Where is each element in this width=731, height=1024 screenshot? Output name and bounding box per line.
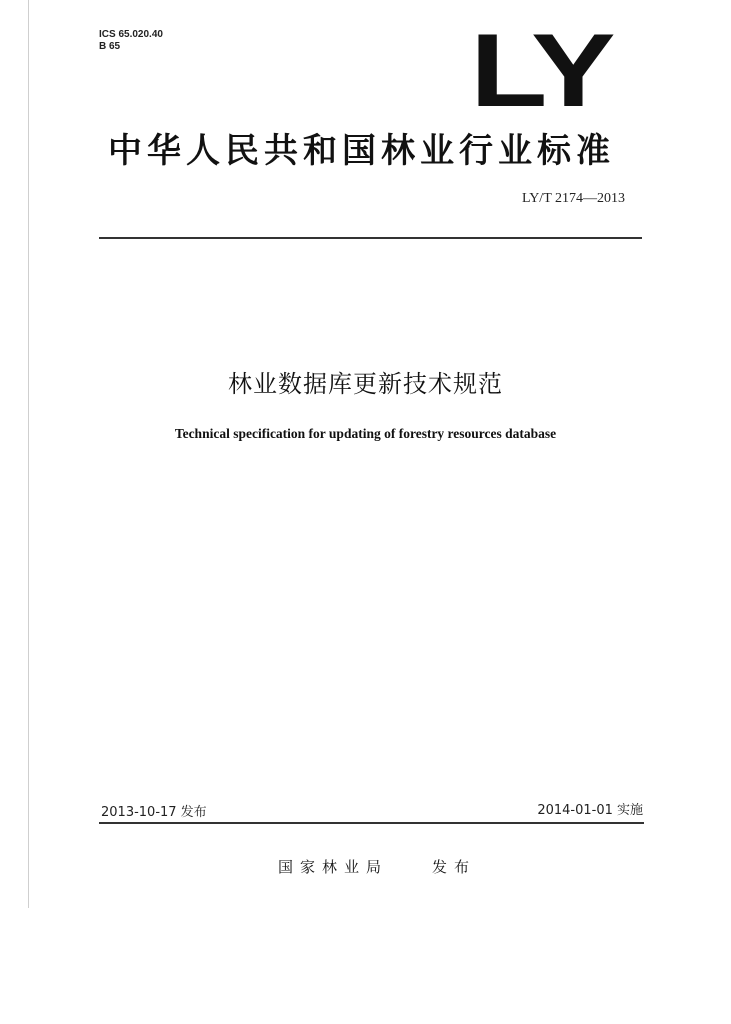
classification-codes xyxy=(99,29,163,53)
page-edge-shadow xyxy=(28,0,29,908)
standard-number: LY/T 2174—2013 xyxy=(522,191,625,206)
standard-category-title: 中华人民共和国林业行业标准 xyxy=(108,131,615,171)
document-title-zh: 林业数据库更新技术规范 xyxy=(228,370,503,398)
publish-label: 发布 xyxy=(432,858,477,876)
publisher-name: 国家林业局 xyxy=(278,858,389,876)
ics-code: ICS 65.020.40 xyxy=(99,29,163,40)
document-title-en: Technical specification for updating of forestry resources database xyxy=(174,426,557,441)
issue-date: 2013-10-17 发布 xyxy=(101,805,207,820)
implementation-date: 2014-01-01 实施 xyxy=(537,803,643,818)
ccs-code: B 65 xyxy=(99,41,121,52)
header-divider xyxy=(99,237,642,239)
footer-divider xyxy=(99,822,644,824)
ly-logo: LY xyxy=(470,13,611,129)
